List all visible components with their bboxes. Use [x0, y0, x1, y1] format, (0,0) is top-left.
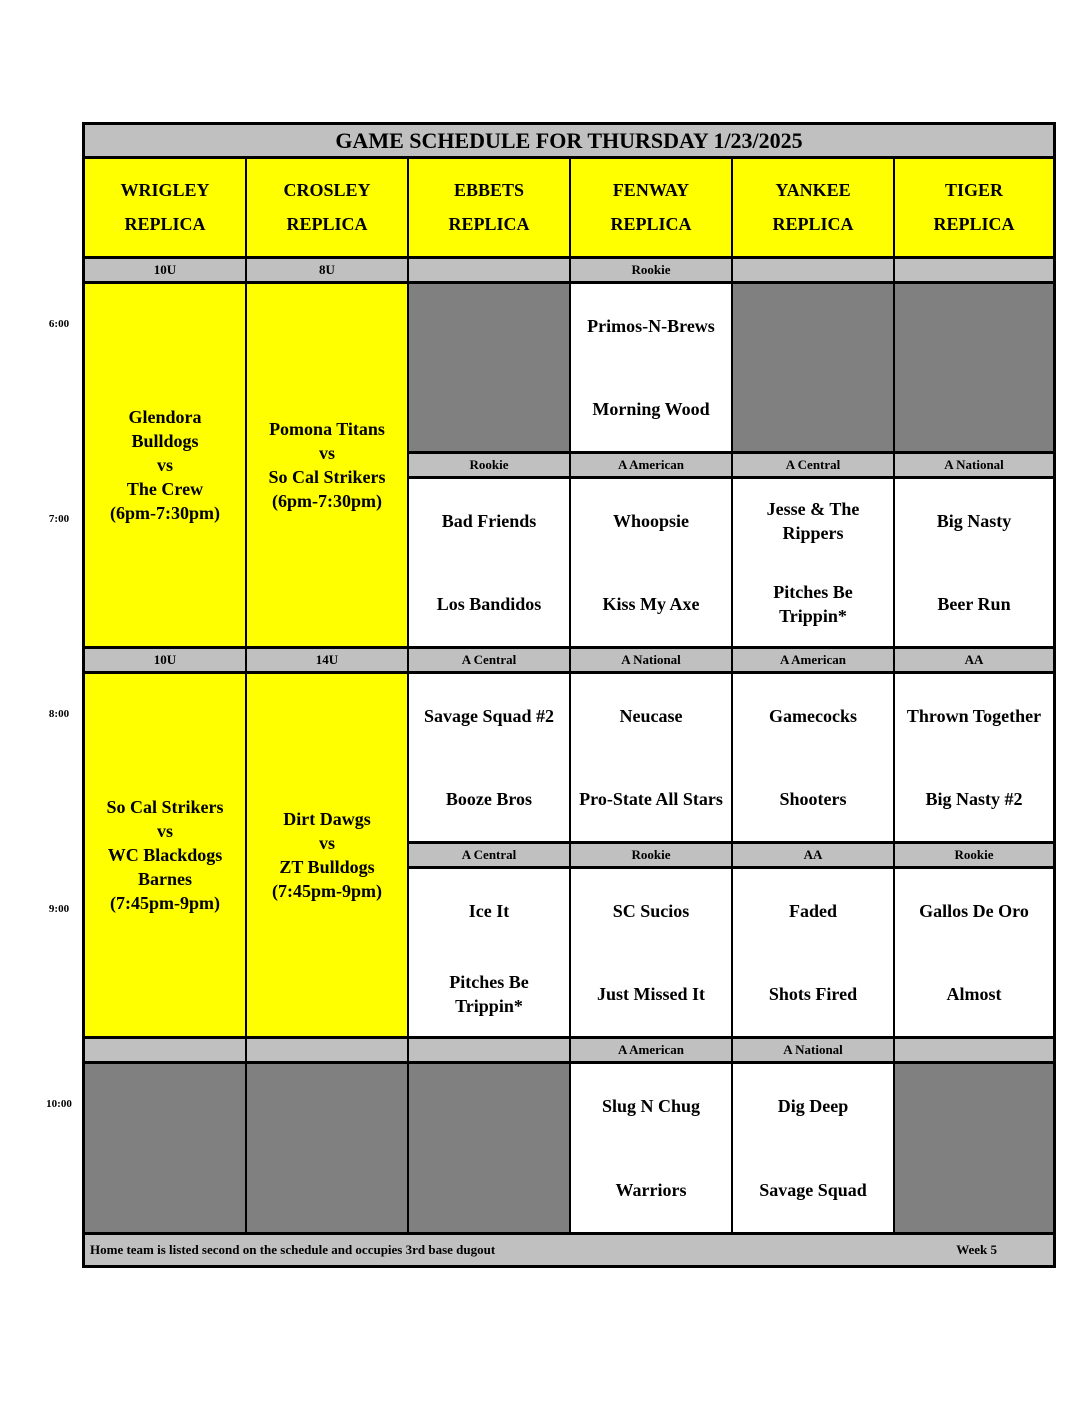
- empty-slot-yankee-600: [733, 284, 893, 451]
- empty-slot-crosley-1000: [247, 1064, 407, 1232]
- game-time-range: (6pm-7:30pm): [110, 503, 220, 523]
- away-team: Whoopsie: [612, 510, 690, 531]
- game-fenway-600: [571, 284, 731, 451]
- team-line: The Crew: [126, 479, 204, 499]
- home-team: Booze Bros: [445, 789, 533, 810]
- division-yankee-700: A Central: [733, 454, 893, 476]
- away-team: Thrown Together: [906, 705, 1042, 726]
- time-label-800: 8:00: [48, 708, 70, 720]
- away-team: Savage Squad #2: [423, 705, 555, 726]
- venue-sub: REPLICA: [286, 214, 368, 234]
- division-wrigley-early: 10U: [85, 259, 245, 281]
- home-team: Big Nasty #2: [925, 789, 1023, 810]
- team-line: Pomona Titans: [269, 419, 385, 439]
- versus-label: vs: [156, 455, 173, 475]
- away-team: Faded: [788, 900, 837, 921]
- venue-name: FENWAY: [612, 180, 690, 200]
- division-crosley-1000: [247, 1039, 407, 1061]
- versus-label: vs: [318, 833, 335, 853]
- team-line: WC Blackdogs: [107, 845, 223, 865]
- home-team: Warriors: [615, 1180, 687, 1200]
- empty-slot-tiger-600: [895, 284, 1053, 451]
- venue-header-fenway: [571, 159, 731, 256]
- game-fenway-800: [571, 674, 731, 841]
- division-crosley-early: 8U: [247, 259, 407, 281]
- venue-header-ebbets: [409, 159, 569, 256]
- empty-slot-tiger-1000: [895, 1064, 1053, 1232]
- venue-sub: REPLICA: [448, 214, 530, 234]
- game-yankee-800: [733, 674, 893, 841]
- versus-label: vs: [156, 821, 173, 841]
- away-team: Primos-N-Brews: [587, 315, 715, 336]
- venue-header-tiger: [895, 159, 1053, 256]
- game-yankee-1000: [733, 1064, 893, 1232]
- empty-slot-wrigley-1000: [85, 1064, 245, 1232]
- division-fenway-800: A National: [571, 649, 731, 671]
- away-team: Bad Friends: [441, 510, 537, 531]
- away-team: Gallos De Oro: [919, 900, 1029, 921]
- home-team: Pitches Be Trippin*: [773, 582, 853, 627]
- away-team: Ice It: [468, 900, 510, 921]
- week-label: Week 5: [956, 1242, 997, 1257]
- game-time-range: (6pm-7:30pm): [272, 491, 382, 511]
- game-yankee-900: [733, 869, 893, 1036]
- game-tiger-900: [895, 869, 1053, 1036]
- home-team: Shooters: [779, 789, 847, 810]
- division-yankee-1000: A National: [733, 1039, 893, 1061]
- game-yankee-700: [733, 479, 893, 646]
- long-game-crosley-late: [247, 674, 407, 1036]
- home-team: Beer Run: [937, 594, 1011, 615]
- versus-label: vs: [318, 443, 335, 463]
- game-ebbets-700: [409, 479, 569, 646]
- venue-name: CROSLEY: [283, 180, 371, 200]
- long-game-wrigley-early: [85, 284, 245, 646]
- team-line: Dirt Dawgs: [283, 809, 371, 829]
- division-ebbets-600: [409, 259, 569, 281]
- venue-header-crosley: [247, 159, 407, 256]
- game-tiger-700: [895, 479, 1053, 646]
- game-fenway-1000: [571, 1064, 731, 1232]
- team-line: Barnes: [138, 869, 192, 889]
- away-team: Big Nasty: [936, 510, 1012, 531]
- division-fenway-600: Rookie: [571, 259, 731, 281]
- long-game-crosley-early: [247, 284, 407, 646]
- away-team: Jesse & The Rippers: [766, 498, 860, 543]
- division-tiger-700: A National: [895, 454, 1053, 476]
- home-team: Almost: [946, 984, 1002, 1005]
- time-label-900: 9:00: [48, 903, 70, 915]
- venue-name: WRIGLEY: [120, 180, 210, 200]
- division-yankee-800: A American: [733, 649, 893, 671]
- venue-sub: REPLICA: [610, 214, 692, 234]
- away-team: Gamecocks: [769, 705, 857, 726]
- division-fenway-900: Rookie: [571, 844, 731, 866]
- game-tiger-800: [895, 674, 1053, 841]
- home-team: Shots Fired: [768, 984, 858, 1005]
- division-tiger-900: Rookie: [895, 844, 1053, 866]
- division-ebbets-700: Rookie: [409, 454, 569, 476]
- division-yankee-600: [733, 259, 893, 281]
- venue-sub: REPLICA: [772, 214, 854, 234]
- venue-name: YANKEE: [775, 180, 851, 200]
- schedule-table: [82, 122, 1056, 1268]
- home-team: Kiss My Axe: [602, 594, 700, 615]
- game-ebbets-800: [409, 674, 569, 841]
- empty-slot-ebbets-600: [409, 284, 569, 451]
- game-fenway-700: [571, 479, 731, 646]
- team-line: So Cal Strikers: [268, 467, 386, 487]
- home-team: Savage Squad: [759, 1180, 867, 1200]
- empty-slot-ebbets-1000: [409, 1064, 569, 1232]
- venue-name: TIGER: [944, 180, 1004, 200]
- division-tiger-800: AA: [895, 649, 1053, 671]
- time-label-700: 7:00: [48, 513, 70, 525]
- division-yankee-900: AA: [733, 844, 893, 866]
- long-game-wrigley-late: [85, 674, 245, 1036]
- time-label-1000: 10:00: [46, 1098, 72, 1110]
- game-ebbets-900: [409, 869, 569, 1036]
- venue-name: EBBETS: [453, 180, 525, 200]
- time-label-600: 6:00: [48, 318, 70, 330]
- division-wrigley-late: 10U: [85, 649, 245, 671]
- away-team: SC Sucios: [612, 900, 690, 921]
- division-ebbets-900: A Central: [409, 844, 569, 866]
- venue-header-yankee: [733, 159, 893, 256]
- team-line: So Cal Strikers: [106, 797, 224, 817]
- division-fenway-700: A American: [571, 454, 731, 476]
- division-fenway-1000: A American: [571, 1039, 731, 1061]
- game-fenway-900: [571, 869, 731, 1036]
- home-team: Just Missed It: [596, 984, 705, 1005]
- home-team: Pro-State All Stars: [579, 789, 723, 810]
- game-time-range: (7:45pm-9pm): [110, 893, 220, 913]
- division-crosley-late: 14U: [247, 649, 407, 671]
- team-line: Bulldogs: [131, 431, 199, 451]
- game-time-range: (7:45pm-9pm): [272, 881, 382, 901]
- home-team: Los Bandidos: [436, 594, 542, 615]
- schedule-footer: [85, 1235, 1053, 1265]
- away-team: Neucase: [619, 705, 683, 726]
- division-ebbets-800: A Central: [409, 649, 569, 671]
- venue-header-wrigley: [85, 159, 245, 256]
- division-wrigley-1000: [85, 1039, 245, 1061]
- schedule-title: GAME SCHEDULE FOR THURSDAY 1/23/2025: [85, 125, 1053, 156]
- team-line: ZT Bulldogs: [279, 857, 375, 877]
- venue-sub: REPLICA: [933, 214, 1015, 234]
- away-team: Dig Deep: [777, 1096, 849, 1116]
- division-ebbets-1000: [409, 1039, 569, 1061]
- home-team: Pitches Be Trippin*: [449, 972, 529, 1017]
- away-team: Slug N Chug: [601, 1096, 701, 1116]
- team-line: Glendora: [128, 407, 202, 427]
- division-tiger-600: [895, 259, 1053, 281]
- home-team-note: Home team is listed second on the schedule and occupies 3rd base dugout: [90, 1242, 496, 1257]
- division-tiger-1000: [895, 1039, 1053, 1061]
- venue-sub: REPLICA: [124, 214, 206, 234]
- home-team: Morning Wood: [592, 399, 710, 420]
